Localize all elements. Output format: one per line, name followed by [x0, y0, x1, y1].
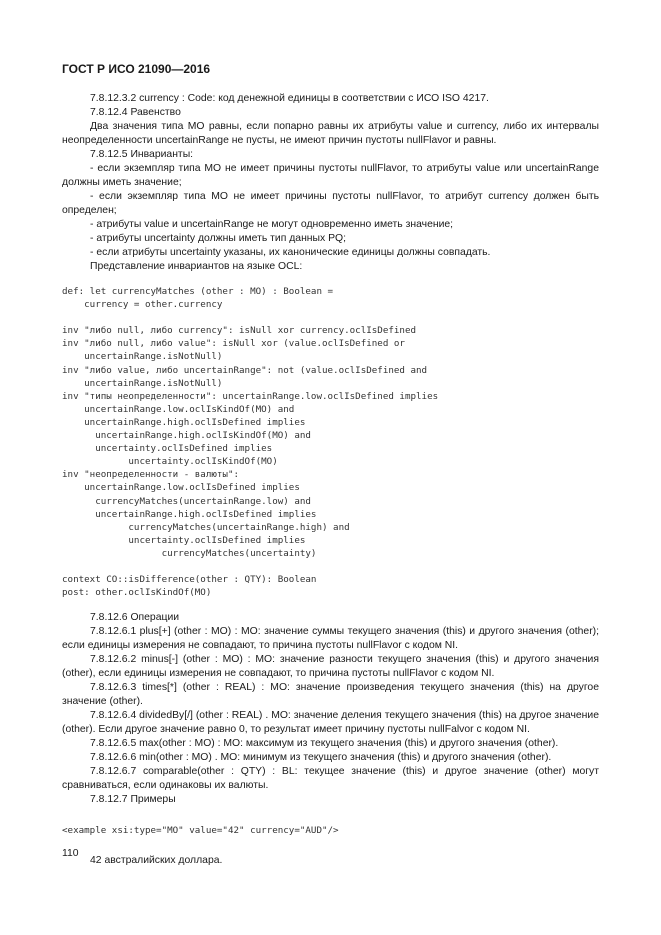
paragraph: - атрибуты uncertainty должны иметь тип данных PQ;	[90, 233, 346, 244]
paragraph: - если экземпляр типа MO не имеет причины пустоты nullFlavor, то атрибуты value или uncertainRange должны иметь значение;	[62, 163, 599, 188]
paragraph: 7.8.12.6.5 max(other : MO) : MO: максимум из текущего значения (this) и другого значения (other).	[90, 738, 559, 750]
paragraph: Представление инвариантов на языке OCL:	[90, 261, 303, 272]
paragraph: 7.8.12.7 Примеры	[90, 794, 176, 806]
paragraph: 7.8.12.6.3 times[*] (other : REAL) : MO: значение произведения текущего значения (this) на другое значение (other).	[62, 682, 599, 708]
paragraph: - атрибуты value и uncertainRange не могут одновременно иметь значение;	[90, 219, 454, 230]
paragraph: Два значения типа MO равны, если попарно равны их атрибуты value и currency, либо их интервалы неопределенности uncertainRange не пусты, не имеют причин пустоты nullFlavor и равны.	[62, 121, 599, 146]
ocl-code-block: def: let currencyMatches (other : MO) : Boolean = currency = other.currency inv "либо null, либо currency": isNull xor currency.oclIsDefined inv "либо null, либо value": isNull xor (value.oclIsDefined or uncertainRange.isNotNull) inv "либо value, либо uncertainRange": not (value.oclIsDefined and uncertainRange.isNotNull) inv "типы неопределенности": uncertainRange.low.oclIsDefined implies uncertainRange.low.oclIsKindOf(MO) and uncertainRange.high.oclIsDefined implies uncertainRange.high.oclIsKindOf(MO) and uncertainty.oclIsDefined implies uncertainty.oclIsKindOf(MO) inv "неопределенности - валюты": uncertainRange.low.oclIsDefined implies currencyMatches(uncertainRange.low) and uncertainRange.high.oclIsDefined implies currencyMatches(uncertainRange.high) and uncertainty.oclIsDefined implies currencyMatches(uncertainty) context CO::isDifference(other : QTY): Boolean post: other.oclIsKindOf(MO)	[62, 286, 439, 599]
paragraph: 7.8.12.5 Инварианты:	[90, 149, 194, 160]
page-number: 110	[62, 848, 79, 859]
paragraph: - если атрибуты uncertainty указаны, их канонические единицы должны совпадать.	[90, 247, 491, 258]
paragraph: - если экземпляр типа MO не имеет причины пустоты nullFlavor, то атрибут currency должен быть определен;	[62, 191, 599, 216]
paragraph: 7.8.12.6.2 minus[-] (other : MO) : MO: значение разности текущего значения (this) и другого значения (other), если единицы измерения не совпадают, то причина пустоты nullFlavor с кодом NI.	[62, 654, 599, 680]
paragraph: 7.8.12.6.1 plus[+] (other : MO) : MO: значение суммы текущего значения (this) и другого значения (other); если единицы измерения не совпадают, то причина пустоты nullFlavor с кодом NI.	[62, 626, 599, 652]
paragraph: 7.8.12.3.2 currency : Code: код денежной единицы в соответствии с ИСО ISO 4217.	[90, 93, 489, 104]
section-equality-invariants	[62, 92, 599, 274]
paragraph: 7.8.12.6 Операции	[90, 612, 180, 624]
paragraph: 7.8.12.6.6 min(other : MO) . MO: минимум из текущего значения (this) и другого значения (other).	[90, 752, 552, 764]
xml-example-code: <example xsi:type="MO" value="42" currency="AUD"/>	[62, 825, 339, 837]
paragraph: 7.8.12.6.4 dividedBy[/] (other : REAL) . MO: значение деления текущего значения (this) на другое значение (other). Если другое значение равно 0, то результат имеет причину пустоты nullFalvor с кодом NI.	[62, 710, 599, 736]
document-header: ГОСТ Р ИСО 21090—2016	[62, 62, 211, 76]
example-description: 42 австралийских доллара.	[90, 855, 223, 867]
paragraph: 7.8.12.6.7 comparable(other : QTY) : BL: текущее значение (this) и другое значение (other) могут сравниваться, если одинаковы их валюты.	[62, 766, 599, 792]
paragraph: 7.8.12.4 Равенство	[90, 107, 181, 118]
section-operations-examples	[62, 611, 599, 807]
document-body	[62, 92, 599, 868]
